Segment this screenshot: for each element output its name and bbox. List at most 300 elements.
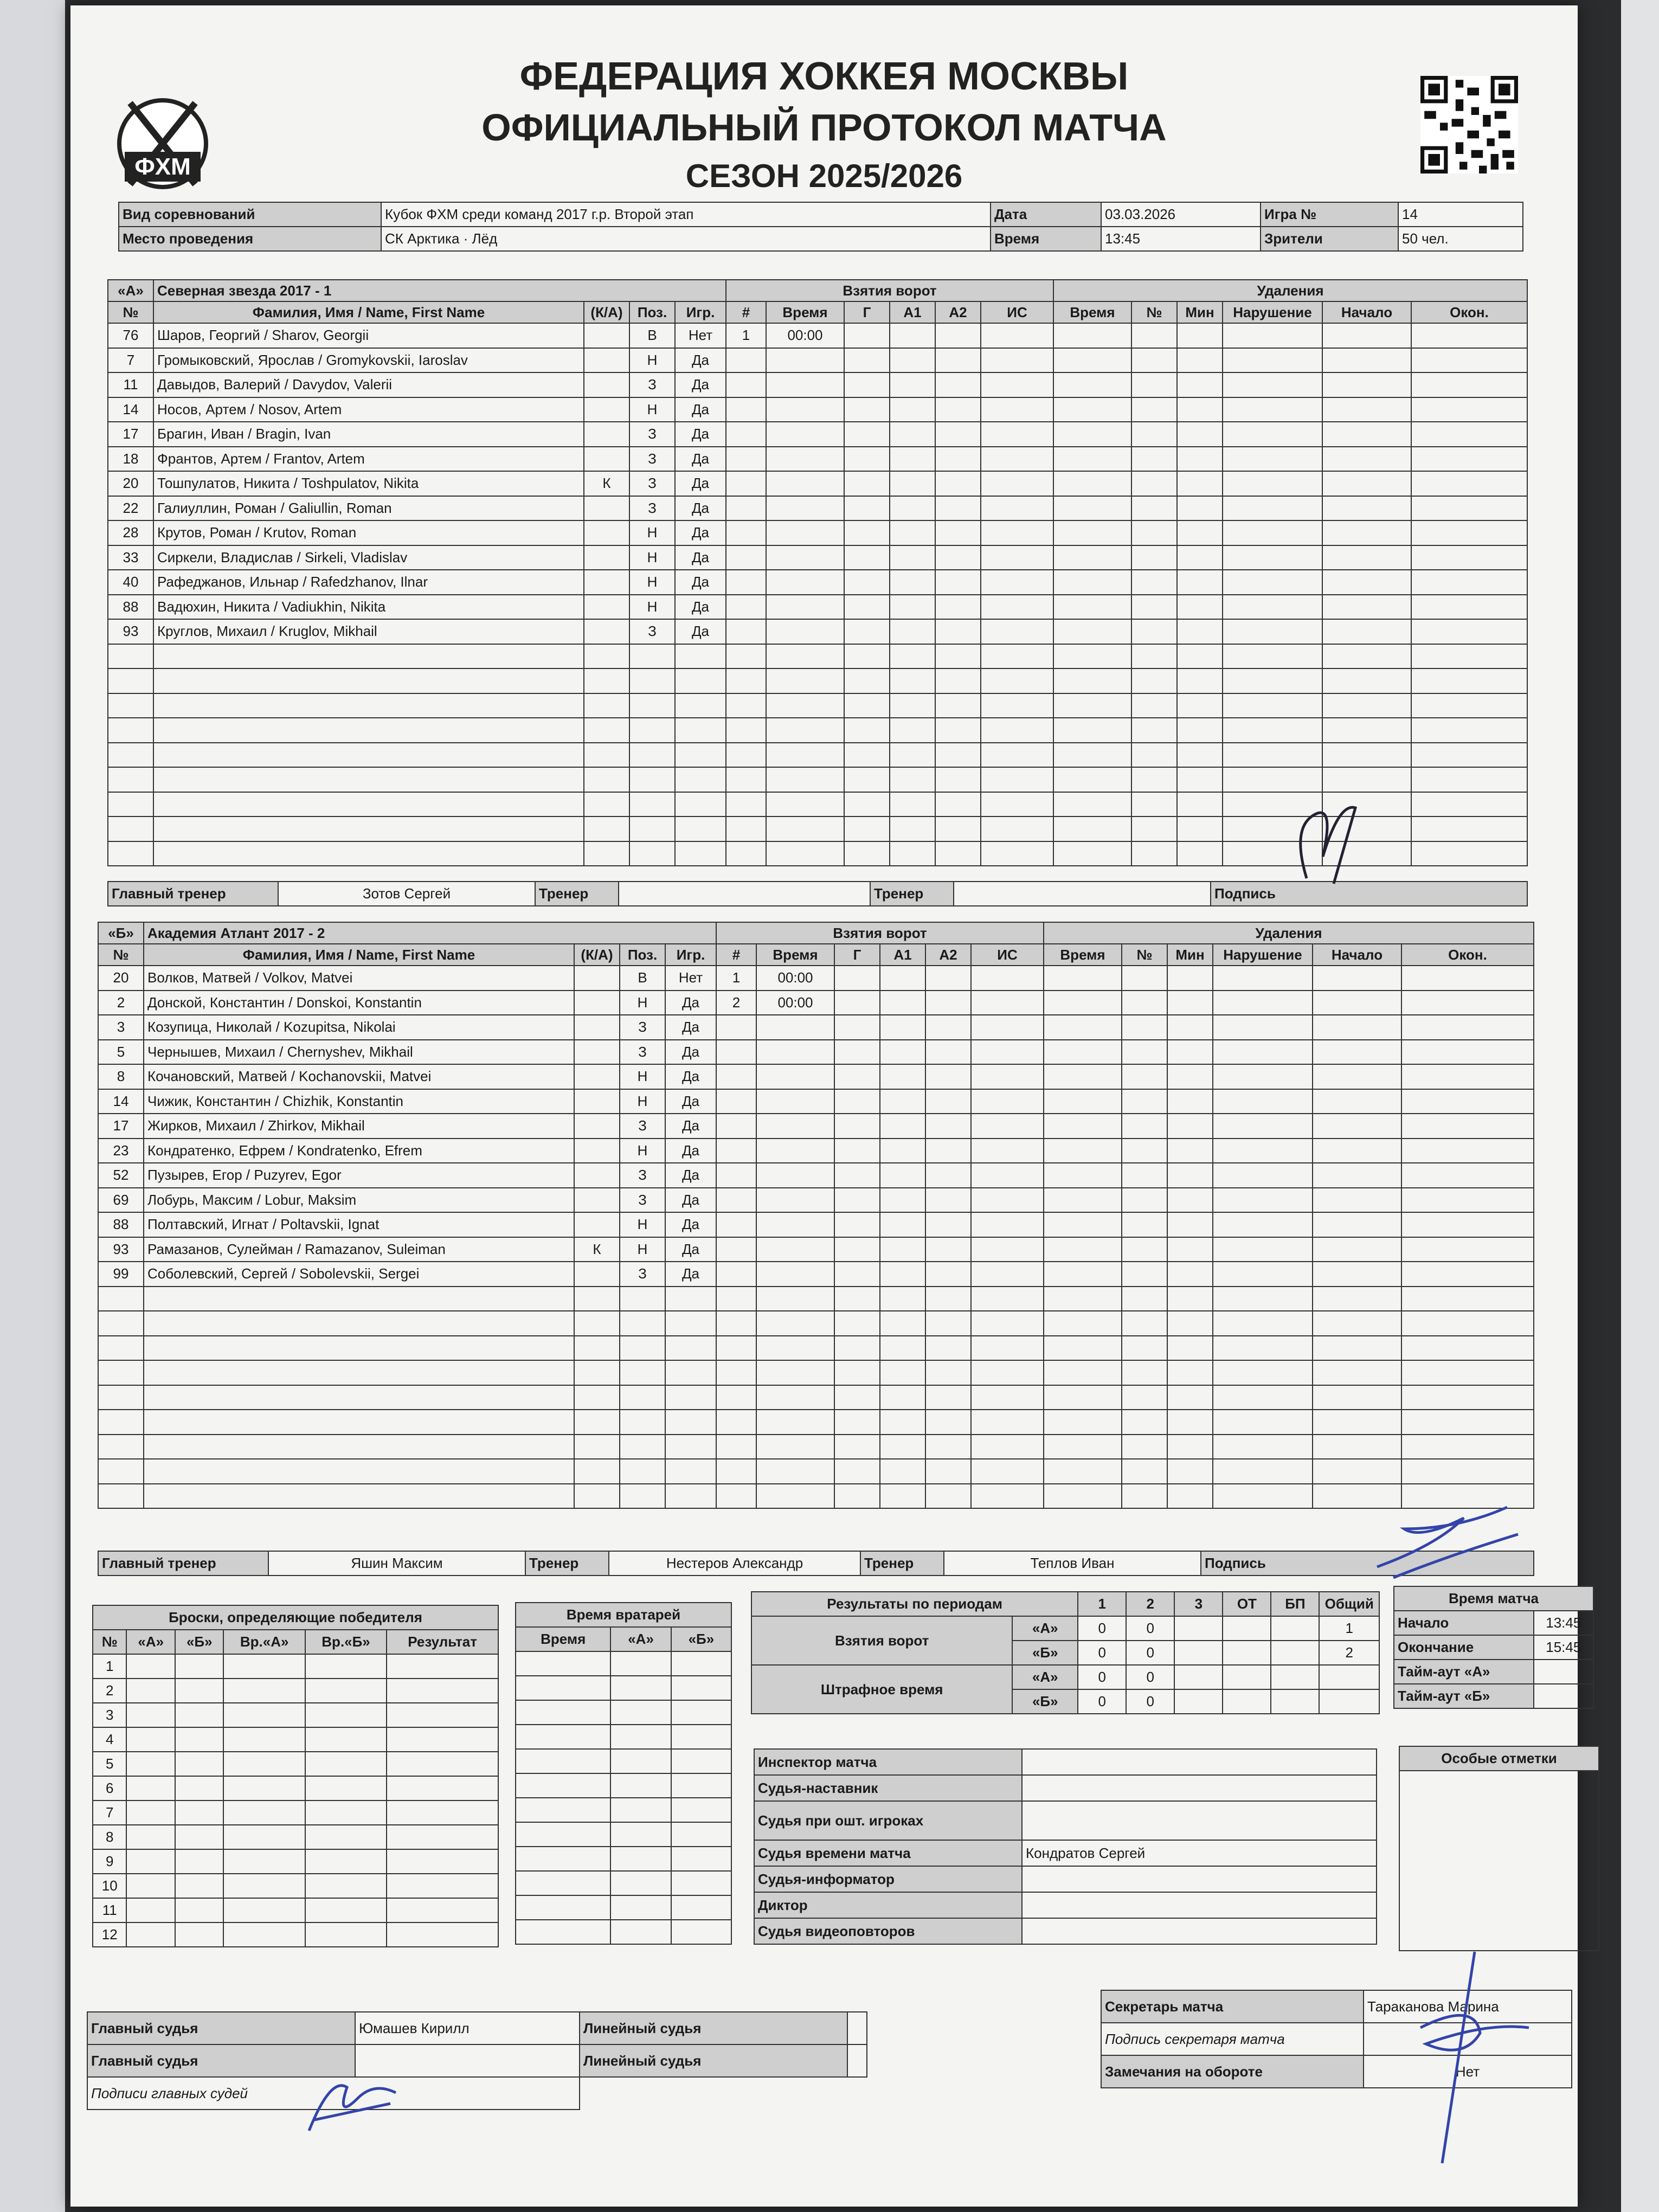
goal-time: 00:00 <box>766 323 844 348</box>
empty-cell <box>387 1752 498 1776</box>
table-row <box>98 1287 1534 1311</box>
col-play: Игр. <box>675 301 726 323</box>
empty-cell <box>1411 520 1527 545</box>
empty-cell <box>880 1064 925 1089</box>
empty-cell <box>1053 619 1131 644</box>
period-row-label: Взятия ворот <box>751 1616 1012 1665</box>
player-captain <box>584 619 629 644</box>
empty-cell <box>880 1139 925 1163</box>
player-captain <box>574 1163 620 1188</box>
empty-cell <box>1223 644 1322 669</box>
empty-cell <box>1122 1237 1167 1262</box>
empty-cell <box>981 841 1053 866</box>
official-value <box>1022 1866 1377 1892</box>
player-position: В <box>629 323 675 348</box>
empty-cell <box>925 1435 971 1459</box>
player-number: 7 <box>108 348 153 373</box>
empty-cell <box>98 1311 144 1336</box>
empty-cell <box>834 1385 880 1410</box>
table-row <box>108 570 1527 595</box>
empty-cell <box>223 1654 305 1679</box>
empty-cell <box>98 1484 144 1509</box>
player-position: З <box>620 1040 665 1065</box>
title-season: СЕЗОН 2025/2026 <box>685 158 963 194</box>
empty-cell <box>1313 1114 1401 1139</box>
empty-cell <box>880 1311 925 1336</box>
main-referee-1: Юмашев Кирилл <box>355 2012 580 2044</box>
date-label: Дата <box>991 202 1101 227</box>
empty-cell <box>726 397 766 422</box>
empty-cell <box>1411 397 1527 422</box>
empty-cell <box>144 1435 574 1459</box>
empty-cell <box>584 816 629 841</box>
empty-cell <box>1313 1040 1401 1065</box>
empty-cell <box>844 520 890 545</box>
empty-cell <box>1322 397 1411 422</box>
player-played: Да <box>675 372 726 397</box>
empty-cell <box>844 422 890 447</box>
empty-cell <box>880 1336 925 1361</box>
period-value <box>1271 1616 1319 1641</box>
empty-cell <box>610 1651 671 1676</box>
empty-cell <box>175 1703 223 1727</box>
empty-cell <box>844 447 890 472</box>
empty-cell <box>1322 619 1411 644</box>
empty-cell <box>971 1385 1044 1410</box>
player-captain <box>584 520 629 545</box>
empty-cell <box>1167 1385 1213 1410</box>
empty-cell <box>1411 619 1527 644</box>
player-played: Да <box>665 1040 716 1065</box>
empty-cell <box>981 767 1053 792</box>
empty-cell <box>1167 1360 1213 1385</box>
empty-cell <box>726 496 766 521</box>
empty-cell <box>665 1410 716 1435</box>
empty-cell <box>925 1040 971 1065</box>
empty-cell <box>574 1311 620 1336</box>
team-b-coach: Нестеров Александр <box>609 1551 860 1576</box>
player-number: 20 <box>108 471 153 496</box>
empty-cell <box>935 397 981 422</box>
empty-cell <box>1223 545 1322 570</box>
empty-cell <box>756 1311 834 1336</box>
player-name: Пузырев, Егор / Puzyrev, Egor <box>144 1163 574 1188</box>
empty-cell <box>1213 1385 1313 1410</box>
player-name: Галиуллин, Роман / Galiullin, Roman <box>153 496 584 521</box>
table-row <box>108 718 1527 743</box>
timeout-a-label: Тайм-аут «А» <box>1394 1660 1534 1684</box>
empty-cell <box>726 693 766 718</box>
empty-cell <box>1213 1435 1313 1459</box>
date-value: 03.03.2026 <box>1101 202 1261 227</box>
period-value <box>1223 1641 1271 1665</box>
player-position: З <box>620 1114 665 1139</box>
player-position: Н <box>620 1212 665 1237</box>
table-row <box>751 1616 1379 1641</box>
empty-cell <box>1131 816 1177 841</box>
table-row <box>108 422 1527 447</box>
table-row <box>516 1773 731 1798</box>
empty-cell <box>844 619 890 644</box>
empty-cell <box>1044 1114 1122 1139</box>
shootout-row-number: 6 <box>93 1776 126 1801</box>
player-position: Н <box>629 570 675 595</box>
empty-cell <box>880 1237 925 1262</box>
official-label: Диктор <box>754 1892 1022 1918</box>
empty-cell <box>1313 966 1401 991</box>
table-row <box>98 1139 1534 1163</box>
empty-cell <box>1177 496 1223 521</box>
empty-cell <box>726 422 766 447</box>
empty-cell <box>766 447 844 472</box>
empty-cell <box>844 693 890 718</box>
empty-cell <box>834 1212 880 1237</box>
empty-cell <box>108 767 153 792</box>
player-name: Крутов, Роман / Krutov, Roman <box>153 520 584 545</box>
empty-cell <box>766 372 844 397</box>
empty-cell <box>716 1139 756 1163</box>
goal-number: 2 <box>716 991 756 1015</box>
empty-cell <box>98 1435 144 1459</box>
empty-cell <box>844 570 890 595</box>
team-b-head-coach: Яшин Максим <box>268 1551 525 1576</box>
period-value <box>1174 1689 1223 1714</box>
empty-cell <box>1122 1262 1167 1287</box>
col-g_time: Время <box>766 301 844 323</box>
empty-cell <box>516 1871 610 1895</box>
linesman-1 <box>847 2012 867 2044</box>
goalie-time-col: «Б» <box>671 1627 731 1651</box>
table-row <box>754 1918 1377 1944</box>
empty-cell <box>1131 520 1177 545</box>
shootout-row-number: 10 <box>93 1874 126 1898</box>
empty-cell <box>620 1336 665 1361</box>
empty-cell <box>766 841 844 866</box>
player-position: З <box>629 471 675 496</box>
empty-cell <box>844 372 890 397</box>
empty-cell <box>153 816 584 841</box>
empty-cell <box>726 644 766 669</box>
empty-cell <box>1167 1287 1213 1311</box>
player-played: Да <box>665 1237 716 1262</box>
table-row <box>93 1922 498 1947</box>
empty-cell <box>971 1237 1044 1262</box>
empty-cell <box>890 693 935 718</box>
empty-cell <box>756 1336 834 1361</box>
empty-cell <box>1322 545 1411 570</box>
goalie-time-table <box>515 1602 732 1945</box>
empty-cell <box>890 570 935 595</box>
empty-cell <box>126 1654 175 1679</box>
empty-cell <box>925 966 971 991</box>
empty-cell <box>516 1773 610 1798</box>
empty-cell <box>981 520 1053 545</box>
empty-cell <box>925 991 971 1015</box>
player-played: Да <box>665 1188 716 1213</box>
player-captain: К <box>584 471 629 496</box>
empty-cell <box>675 816 726 841</box>
player-captain <box>574 991 620 1015</box>
empty-cell <box>890 397 935 422</box>
empty-cell <box>766 422 844 447</box>
empty-cell <box>629 743 675 768</box>
referee-signatures-label: Подписи главных судей <box>87 2077 580 2110</box>
empty-cell <box>1401 1163 1534 1188</box>
empty-cell <box>834 1311 880 1336</box>
empty-cell <box>756 1360 834 1385</box>
player-name: Сиркели, Владислав / Sirkeli, Vladislav <box>153 545 584 570</box>
table-row <box>98 1114 1534 1139</box>
empty-cell <box>620 1311 665 1336</box>
player-number: 99 <box>98 1262 144 1287</box>
empty-cell <box>1322 668 1411 693</box>
empty-cell <box>1313 1064 1401 1089</box>
player-position: Н <box>620 991 665 1015</box>
empty-cell <box>675 693 726 718</box>
empty-cell <box>766 496 844 521</box>
player-played: Да <box>665 1212 716 1237</box>
empty-cell <box>1223 693 1322 718</box>
empty-cell <box>665 1360 716 1385</box>
table-row <box>108 348 1527 373</box>
empty-cell <box>1131 570 1177 595</box>
table-row <box>754 1801 1377 1840</box>
empty-cell <box>610 1822 671 1847</box>
empty-cell <box>1177 348 1223 373</box>
col-ka: (К/А) <box>584 301 629 323</box>
empty-cell <box>1401 1040 1534 1065</box>
empty-cell <box>925 1064 971 1089</box>
player-captain <box>584 595 629 620</box>
player-name: Чернышев, Михаил / Chernyshev, Mikhail <box>144 1040 574 1065</box>
empty-cell <box>1167 966 1213 991</box>
empty-cell <box>1322 323 1411 348</box>
empty-cell <box>1044 1237 1122 1262</box>
empty-cell <box>574 1435 620 1459</box>
table-row <box>98 1435 1534 1459</box>
empty-cell <box>1401 1237 1534 1262</box>
empty-cell <box>1053 595 1131 620</box>
player-position: З <box>620 1163 665 1188</box>
table-row <box>98 1459 1534 1484</box>
empty-cell <box>756 1385 834 1410</box>
period-value: 0 <box>1126 1689 1174 1714</box>
linesman-1-label: Линейный судья <box>580 2012 847 2044</box>
empty-cell <box>1223 496 1322 521</box>
player-number: 14 <box>108 397 153 422</box>
empty-cell <box>844 792 890 817</box>
timeout-b <box>1534 1684 1593 1708</box>
team-a-coach2 <box>954 882 1211 906</box>
empty-cell <box>880 1262 925 1287</box>
player-played: Да <box>665 1163 716 1188</box>
empty-cell <box>665 1385 716 1410</box>
empty-cell <box>1411 447 1527 472</box>
player-name: Донской, Константин / Donskoi, Konstantin <box>144 991 574 1015</box>
table-row <box>516 1895 731 1920</box>
team-a-coach-label: Тренер <box>535 882 619 906</box>
empty-cell <box>981 545 1053 570</box>
team-b-roster <box>98 922 1534 1509</box>
empty-cell <box>925 1336 971 1361</box>
empty-cell <box>1223 743 1322 768</box>
empty-cell <box>387 1801 498 1825</box>
player-played: Да <box>675 619 726 644</box>
empty-cell <box>935 668 981 693</box>
empty-cell <box>1122 1385 1167 1410</box>
team-a-head-coach: Зотов Сергей <box>278 882 535 906</box>
empty-cell <box>153 792 584 817</box>
empty-cell <box>971 1114 1044 1139</box>
empty-cell <box>1213 966 1313 991</box>
empty-cell <box>1223 397 1322 422</box>
empty-cell <box>1122 1435 1167 1459</box>
empty-cell <box>98 1385 144 1410</box>
period-row-label: Штрафное время <box>751 1665 1012 1714</box>
empty-cell <box>144 1336 574 1361</box>
period-value <box>1174 1665 1223 1689</box>
empty-cell <box>1131 792 1177 817</box>
table-row <box>754 1892 1377 1918</box>
empty-cell <box>675 792 726 817</box>
empty-cell <box>880 1484 925 1509</box>
empty-cell <box>1044 1040 1122 1065</box>
period-results-table <box>751 1591 1380 1714</box>
empty-cell <box>756 1114 834 1139</box>
player-number: 28 <box>108 520 153 545</box>
empty-cell <box>175 1849 223 1874</box>
empty-cell <box>834 1262 880 1287</box>
player-name: Лобурь, Максим / Lobur, Maksim <box>144 1188 574 1213</box>
player-played: Да <box>675 520 726 545</box>
empty-cell <box>880 1212 925 1237</box>
empty-cell <box>766 718 844 743</box>
shootout-col: Вр.«Б» <box>305 1630 387 1654</box>
empty-cell <box>890 348 935 373</box>
empty-cell <box>610 1749 671 1773</box>
player-number: 76 <box>108 323 153 348</box>
empty-cell <box>1213 1089 1313 1114</box>
empty-cell <box>1122 1139 1167 1163</box>
period-value: 0 <box>1078 1665 1126 1689</box>
player-name: Соболевский, Сергей / Sobolevskii, Sergei <box>144 1262 574 1287</box>
empty-cell <box>1131 595 1177 620</box>
player-position: З <box>620 1015 665 1040</box>
empty-cell <box>726 767 766 792</box>
empty-cell <box>1167 1089 1213 1114</box>
player-captain <box>584 422 629 447</box>
empty-cell <box>671 1798 731 1822</box>
player-captain <box>574 1064 620 1089</box>
empty-cell <box>1044 1015 1122 1040</box>
empty-cell <box>1044 1385 1122 1410</box>
empty-cell <box>1322 496 1411 521</box>
empty-cell <box>153 841 584 866</box>
official-value <box>1022 1775 1377 1801</box>
venue-label: Место проведения <box>119 227 381 251</box>
empty-cell <box>716 1040 756 1065</box>
col-p_viol: Нарушение <box>1213 944 1313 966</box>
empty-cell <box>756 1435 834 1459</box>
empty-cell <box>890 668 935 693</box>
shootout-title: Броски, определяющие победителя <box>93 1605 498 1630</box>
player-captain <box>584 348 629 373</box>
table-row <box>516 1871 731 1895</box>
empty-cell <box>925 1114 971 1139</box>
empty-cell <box>1213 1139 1313 1163</box>
empty-cell <box>1411 816 1527 841</box>
empty-cell <box>880 1114 925 1139</box>
period-value: 0 <box>1126 1616 1174 1641</box>
empty-cell <box>834 1139 880 1163</box>
empty-cell <box>574 1410 620 1435</box>
table-row <box>754 1749 1377 1775</box>
empty-cell <box>516 1700 610 1725</box>
player-number: 5 <box>98 1040 144 1065</box>
empty-cell <box>1411 767 1527 792</box>
team-a-head-coach-label: Главный тренер <box>108 882 278 906</box>
player-played: Да <box>675 496 726 521</box>
player-position: Н <box>629 397 675 422</box>
empty-cell <box>153 718 584 743</box>
empty-cell <box>610 1725 671 1749</box>
player-captain <box>574 1262 620 1287</box>
empty-cell <box>126 1922 175 1947</box>
empty-cell <box>1401 1311 1534 1336</box>
player-captain: К <box>574 1237 620 1262</box>
empty-cell <box>305 1801 387 1825</box>
empty-cell <box>880 1163 925 1188</box>
empty-cell <box>126 1825 175 1849</box>
empty-cell <box>144 1287 574 1311</box>
player-played: Нет <box>675 323 726 348</box>
empty-cell <box>971 1336 1044 1361</box>
empty-cell <box>1177 792 1223 817</box>
player-name: Жирков, Михаил / Zhirkov, Mikhail <box>144 1114 574 1139</box>
empty-cell <box>305 1752 387 1776</box>
shootout-row-number: 11 <box>93 1898 126 1922</box>
empty-cell <box>1322 447 1411 472</box>
empty-cell <box>1177 520 1223 545</box>
empty-cell <box>620 1410 665 1435</box>
empty-cell <box>574 1459 620 1484</box>
empty-cell <box>1044 1287 1122 1311</box>
table-row <box>98 1064 1534 1089</box>
empty-cell <box>834 1459 880 1484</box>
player-captain <box>584 496 629 521</box>
official-label: Инспектор матча <box>754 1749 1022 1775</box>
empty-cell <box>665 1459 716 1484</box>
empty-cell <box>1401 1064 1534 1089</box>
empty-cell <box>1177 816 1223 841</box>
player-number: 52 <box>98 1163 144 1188</box>
empty-cell <box>834 991 880 1015</box>
empty-cell <box>756 1262 834 1287</box>
empty-cell <box>890 372 935 397</box>
empty-cell <box>1322 644 1411 669</box>
empty-cell <box>844 668 890 693</box>
empty-cell <box>1322 348 1411 373</box>
official-label: Судья видеоповторов <box>754 1918 1022 1944</box>
empty-cell <box>1167 1237 1213 1262</box>
empty-cell <box>144 1311 574 1336</box>
empty-cell <box>1122 1114 1167 1139</box>
col-p_viol: Нарушение <box>1223 301 1322 323</box>
period-col: ОТ <box>1223 1592 1271 1616</box>
shootout-table <box>92 1605 499 1947</box>
team-b-coach-label: Тренер <box>525 1551 609 1576</box>
player-name: Давыдов, Валерий / Davydov, Valerii <box>153 372 584 397</box>
